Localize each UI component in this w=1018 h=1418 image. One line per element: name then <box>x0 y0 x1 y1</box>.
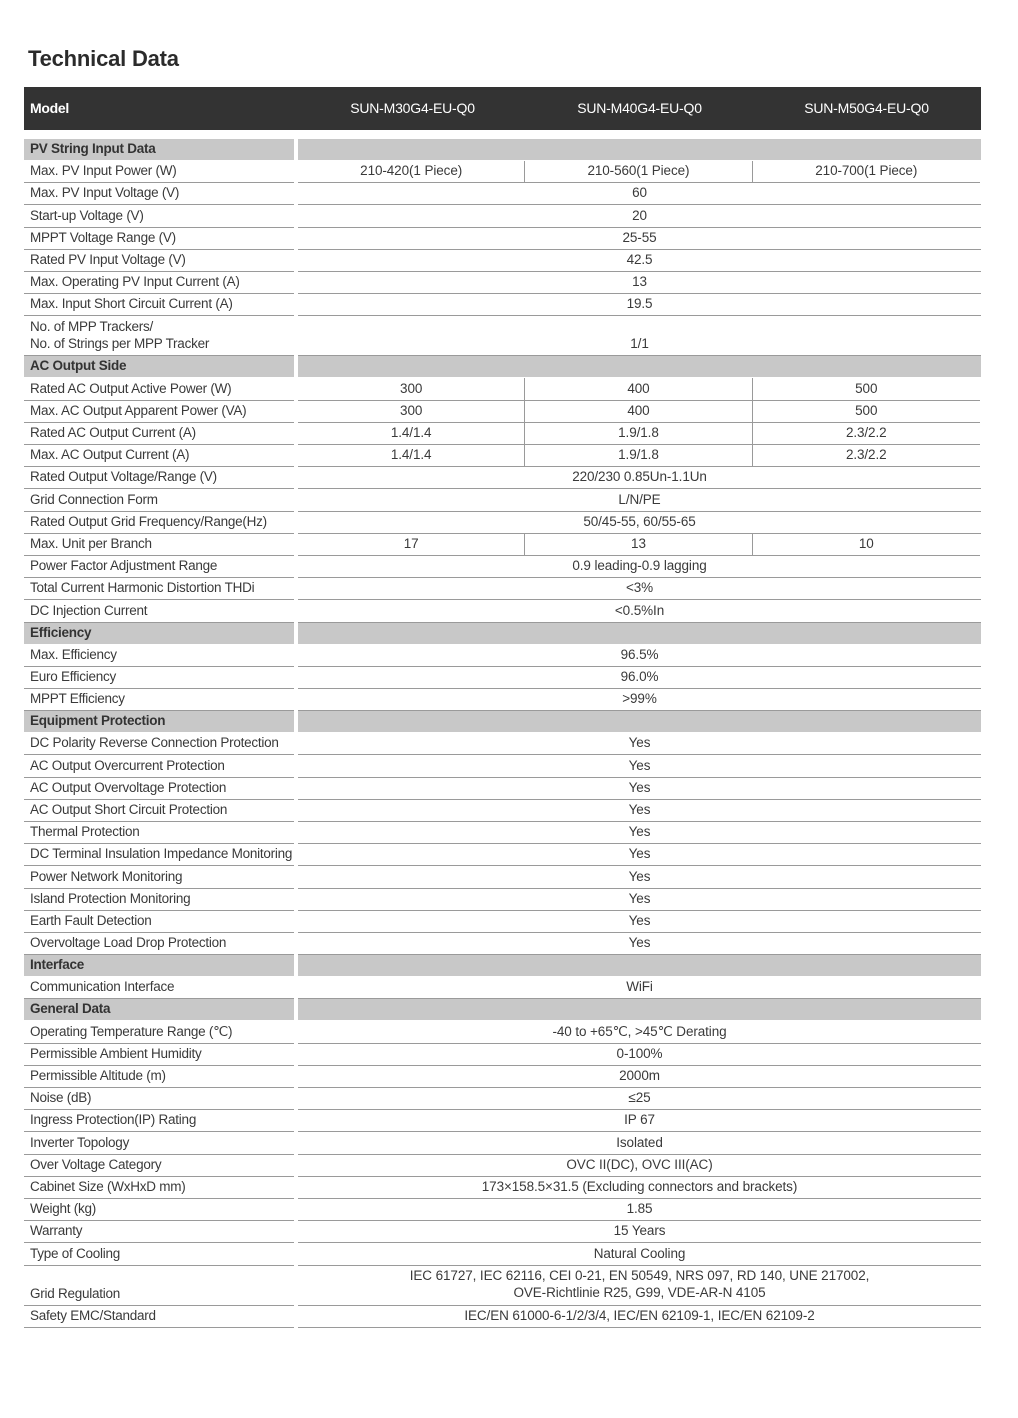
model-name-2: SUN-M40G4-EU-Q0 <box>577 100 702 116</box>
spec-row-inverter-topology <box>24 1132 981 1154</box>
section-header <box>24 711 981 732</box>
spec-label: Permissible Ambient Humidity <box>24 1044 294 1066</box>
spec-row-euro-efficiency <box>24 667 981 689</box>
model-name-3: SUN-M50G4-EU-Q0 <box>804 100 929 116</box>
spec-value: >99% <box>298 689 981 711</box>
spec-value: 1.4/1.4 <box>298 445 525 467</box>
spec-value: 50/45-55, 60/55-65 <box>298 512 981 534</box>
spec-label: Max. PV Input Power (W) <box>24 161 294 183</box>
spec-value: 1.4/1.4 <box>298 423 525 445</box>
page-title: Technical Data <box>28 46 179 71</box>
spec-row-no-of-mpp-trackers <box>24 316 981 356</box>
spec-label: Euro Efficiency <box>24 667 294 689</box>
spec-value: 400 <box>525 401 752 423</box>
section-title: PV String Input Data <box>24 139 294 160</box>
spec-row-max-efficiency <box>24 645 981 667</box>
spec-value: 210-420(1 Piece) <box>298 161 525 183</box>
spec-value: 15 Years <box>298 1221 981 1243</box>
spec-value: 500 <box>753 401 980 423</box>
spec-label: AC Output Short Circuit Protection <box>24 800 294 822</box>
spec-value: 13 <box>525 534 752 556</box>
spec-label: Max. PV Input Voltage (V) <box>24 183 294 205</box>
spec-value: -40 to +65℃, >45℃ Derating <box>298 1021 981 1043</box>
spec-value: 0-100% <box>298 1044 981 1066</box>
spec-row-total-current-harmonic-distortion-thdi <box>24 578 981 600</box>
spec-value: Isolated <box>298 1132 981 1154</box>
spec-label: Rated PV Input Voltage (V) <box>24 250 294 272</box>
spec-row-max-input-short-circuit-current-a <box>24 294 981 316</box>
spec-label: Ingress Protection(IP) Rating <box>24 1110 294 1132</box>
spec-label: MPPT Efficiency <box>24 689 294 711</box>
spec-row-power-network-monitoring <box>24 866 981 888</box>
spec-label: Rated AC Output Active Power (W) <box>24 378 294 400</box>
spec-label: Max. Efficiency <box>24 645 294 667</box>
spec-label: DC Injection Current <box>24 600 294 622</box>
spec-label: Rated Output Voltage/Range (V) <box>24 467 294 489</box>
spec-value: 400 <box>525 378 752 400</box>
spec-value: Yes <box>298 866 981 888</box>
spec-row-dc-polarity-reverse-connection-protection <box>24 733 981 755</box>
spec-row-max-unit-per-branch <box>24 534 981 556</box>
spec-row-warranty <box>24 1221 981 1243</box>
spec-value: 300 <box>298 401 525 423</box>
spec-label: Start-up Voltage (V) <box>24 205 294 227</box>
spec-value: L/N/PE <box>298 489 981 511</box>
section-bar <box>298 139 981 160</box>
section-header <box>24 999 981 1020</box>
section-title: AC Output Side <box>24 356 294 377</box>
spec-label: Power Factor Adjustment Range <box>24 556 294 578</box>
spec-label: Permissible Altitude (m) <box>24 1066 294 1088</box>
spec-row-communication-interface <box>24 977 981 999</box>
spec-label: Earth Fault Detection <box>24 911 294 933</box>
spec-label: Inverter Topology <box>24 1132 294 1154</box>
spec-row-start-up-voltage-v <box>24 205 981 227</box>
spec-row-mppt-efficiency <box>24 689 981 711</box>
spec-row-permissible-altitude-m <box>24 1066 981 1088</box>
spec-label: Max. AC Output Apparent Power (VA) <box>24 401 294 423</box>
spec-row-ingress-protection-ip-rating <box>24 1110 981 1132</box>
spec-label: Max. Input Short Circuit Current (A) <box>24 294 294 316</box>
spec-value: 300 <box>298 378 525 400</box>
spec-value: 17 <box>298 534 525 556</box>
spec-value: 13 <box>298 272 981 294</box>
spec-value: 1.9/1.8 <box>525 423 752 445</box>
spec-value: ≤25 <box>298 1088 981 1110</box>
spec-label: Type of Cooling <box>24 1243 294 1265</box>
spec-row-rated-ac-output-current-a <box>24 423 981 445</box>
section-bar <box>298 623 981 644</box>
spec-value: 500 <box>753 378 980 400</box>
spec-value: 42.5 <box>298 250 981 272</box>
spec-value: Yes <box>298 800 981 822</box>
spec-value: IEC/EN 61000-6-1/2/3/4, IEC/EN 62109-1, IEC/EN 62109-2 <box>298 1306 981 1328</box>
spec-row-safety-emc-standard <box>24 1306 981 1328</box>
spec-value: 96.5% <box>298 645 981 667</box>
spec-row-mppt-voltage-range-v <box>24 228 981 250</box>
spec-value: WiFi <box>298 977 981 999</box>
section-title: Equipment Protection <box>24 711 294 732</box>
model-header-row <box>24 87 981 130</box>
spec-label: Warranty <box>24 1221 294 1243</box>
spec-label: MPPT Voltage Range (V) <box>24 228 294 250</box>
spec-value: 1.85 <box>298 1199 981 1221</box>
section-header <box>24 623 981 644</box>
spec-value: 2.3/2.2 <box>753 445 980 467</box>
spec-label: Over Voltage Category <box>24 1155 294 1177</box>
spec-row-rated-output-voltage-range-v <box>24 467 981 489</box>
spec-value: 10 <box>753 534 980 556</box>
section-title: Efficiency <box>24 623 294 644</box>
spec-row-rated-ac-output-active-power-w <box>24 378 981 400</box>
spec-value: 60 <box>298 183 981 205</box>
section-title: General Data <box>24 999 294 1020</box>
spec-label: AC Output Overcurrent Protection <box>24 755 294 777</box>
spec-value: Yes <box>298 911 981 933</box>
spec-value: 96.0% <box>298 667 981 689</box>
spec-label: Max. AC Output Current (A) <box>24 445 294 467</box>
spec-row-rated-output-grid-frequency-range-hz <box>24 512 981 534</box>
spec-value: Natural Cooling <box>298 1243 981 1265</box>
spec-value: 210-560(1 Piece) <box>525 161 752 183</box>
spec-label: Total Current Harmonic Distortion THDi <box>24 578 294 600</box>
spec-label: Safety EMC/Standard <box>24 1306 294 1328</box>
section-bar <box>298 711 981 732</box>
spec-row-rated-pv-input-voltage-v <box>24 250 981 272</box>
spec-label: Operating Temperature Range (℃) <box>24 1021 294 1043</box>
spec-row-type-of-cooling <box>24 1243 981 1265</box>
spec-row-max-operating-pv-input-current-a <box>24 272 981 294</box>
model-label: Model <box>30 100 69 116</box>
spec-row-grid-regulation <box>24 1266 981 1306</box>
spec-label: Weight (kg) <box>24 1199 294 1221</box>
spec-value: IEC 61727, IEC 62116, CEI 0-21, EN 50549, NRS 097, RD 140, UNE 217002, OVE-Richtlinie R25, G99, VDE-AR-N 4105 <box>298 1266 981 1306</box>
spec-label: AC Output Overvoltage Protection <box>24 778 294 800</box>
spec-row-ac-output-overcurrent-protection <box>24 755 981 777</box>
spec-row-dc-terminal-insulation-impedance-monitoring <box>24 844 981 866</box>
spec-value: Yes <box>298 755 981 777</box>
spec-value: 1/1 <box>298 316 981 356</box>
spec-value: Yes <box>298 822 981 844</box>
spec-label: DC Terminal Insulation Impedance Monitoring <box>24 844 294 866</box>
spec-row-noise-db <box>24 1088 981 1110</box>
spec-value: Yes <box>298 733 981 755</box>
spec-label: Rated AC Output Current (A) <box>24 423 294 445</box>
spec-value: 2000m <box>298 1066 981 1088</box>
spec-value: <0.5%In <box>298 600 981 622</box>
spec-row-cabinet-size-wxhxd-mm <box>24 1177 981 1199</box>
spec-row-max-ac-output-apparent-power-va <box>24 401 981 423</box>
spec-label: Communication Interface <box>24 977 294 999</box>
spec-row-ac-output-overvoltage-protection <box>24 778 981 800</box>
spec-value: <3% <box>298 578 981 600</box>
spec-label: Max. Unit per Branch <box>24 534 294 556</box>
spec-value: IP 67 <box>298 1110 981 1132</box>
spec-value: 2.3/2.2 <box>753 423 980 445</box>
spec-label: No. of MPP Trackers/ No. of Strings per MPP Tracker <box>24 316 294 356</box>
spec-value: 1.9/1.8 <box>525 445 752 467</box>
spec-value: 0.9 leading-0.9 lagging <box>298 556 981 578</box>
spec-row-operating-temperature-range <box>24 1021 981 1043</box>
spec-row-over-voltage-category <box>24 1155 981 1177</box>
spec-label: Grid Connection Form <box>24 489 294 511</box>
spec-row-max-pv-input-voltage-v <box>24 183 981 205</box>
spec-row-dc-injection-current <box>24 600 981 622</box>
section-header <box>24 356 981 377</box>
section-bar <box>298 356 981 377</box>
spec-label: Thermal Protection <box>24 822 294 844</box>
section-bar <box>298 999 981 1020</box>
spec-value: 210-700(1 Piece) <box>753 161 980 183</box>
section-header <box>24 139 981 160</box>
spec-label: Overvoltage Load Drop Protection <box>24 933 294 955</box>
spec-label: Noise (dB) <box>24 1088 294 1110</box>
model-name-1: SUN-M30G4-EU-Q0 <box>350 100 475 116</box>
spec-value: OVC II(DC), OVC III(AC) <box>298 1155 981 1177</box>
spec-row-island-protection-monitoring <box>24 889 981 911</box>
section-header <box>24 955 981 976</box>
spec-value: Yes <box>298 778 981 800</box>
spec-value: Yes <box>298 844 981 866</box>
spec-row-overvoltage-load-drop-protection <box>24 933 981 955</box>
spec-value: 19.5 <box>298 294 981 316</box>
spec-row-earth-fault-detection <box>24 911 981 933</box>
spec-row-thermal-protection <box>24 822 981 844</box>
spec-label: DC Polarity Reverse Connection Protection <box>24 733 294 755</box>
spec-label: Max. Operating PV Input Current (A) <box>24 272 294 294</box>
spec-value: 220/230 0.85Un-1.1Un <box>298 467 981 489</box>
spec-row-max-pv-input-power-w <box>24 161 981 183</box>
spec-value: Yes <box>298 889 981 911</box>
spec-row-grid-connection-form <box>24 489 981 511</box>
spec-label: Rated Output Grid Frequency/Range(Hz) <box>24 512 294 534</box>
section-bar <box>298 955 981 976</box>
spec-value: 173×158.5×31.5 (Excluding connectors and brackets) <box>298 1177 981 1199</box>
spec-label: Island Protection Monitoring <box>24 889 294 911</box>
section-title: Interface <box>24 955 294 976</box>
spec-value: Yes <box>298 933 981 955</box>
spec-row-permissible-ambient-humidity <box>24 1044 981 1066</box>
spec-label: Grid Regulation <box>24 1266 294 1306</box>
spec-row-max-ac-output-current-a <box>24 445 981 467</box>
spec-value: 20 <box>298 205 981 227</box>
spec-value: 25-55 <box>298 228 981 250</box>
spec-label: Cabinet Size (WxHxD mm) <box>24 1177 294 1199</box>
spec-row-power-factor-adjustment-range <box>24 556 981 578</box>
spec-row-weight-kg <box>24 1199 981 1221</box>
spec-row-ac-output-short-circuit-protection <box>24 800 981 822</box>
spec-label: Power Network Monitoring <box>24 866 294 888</box>
